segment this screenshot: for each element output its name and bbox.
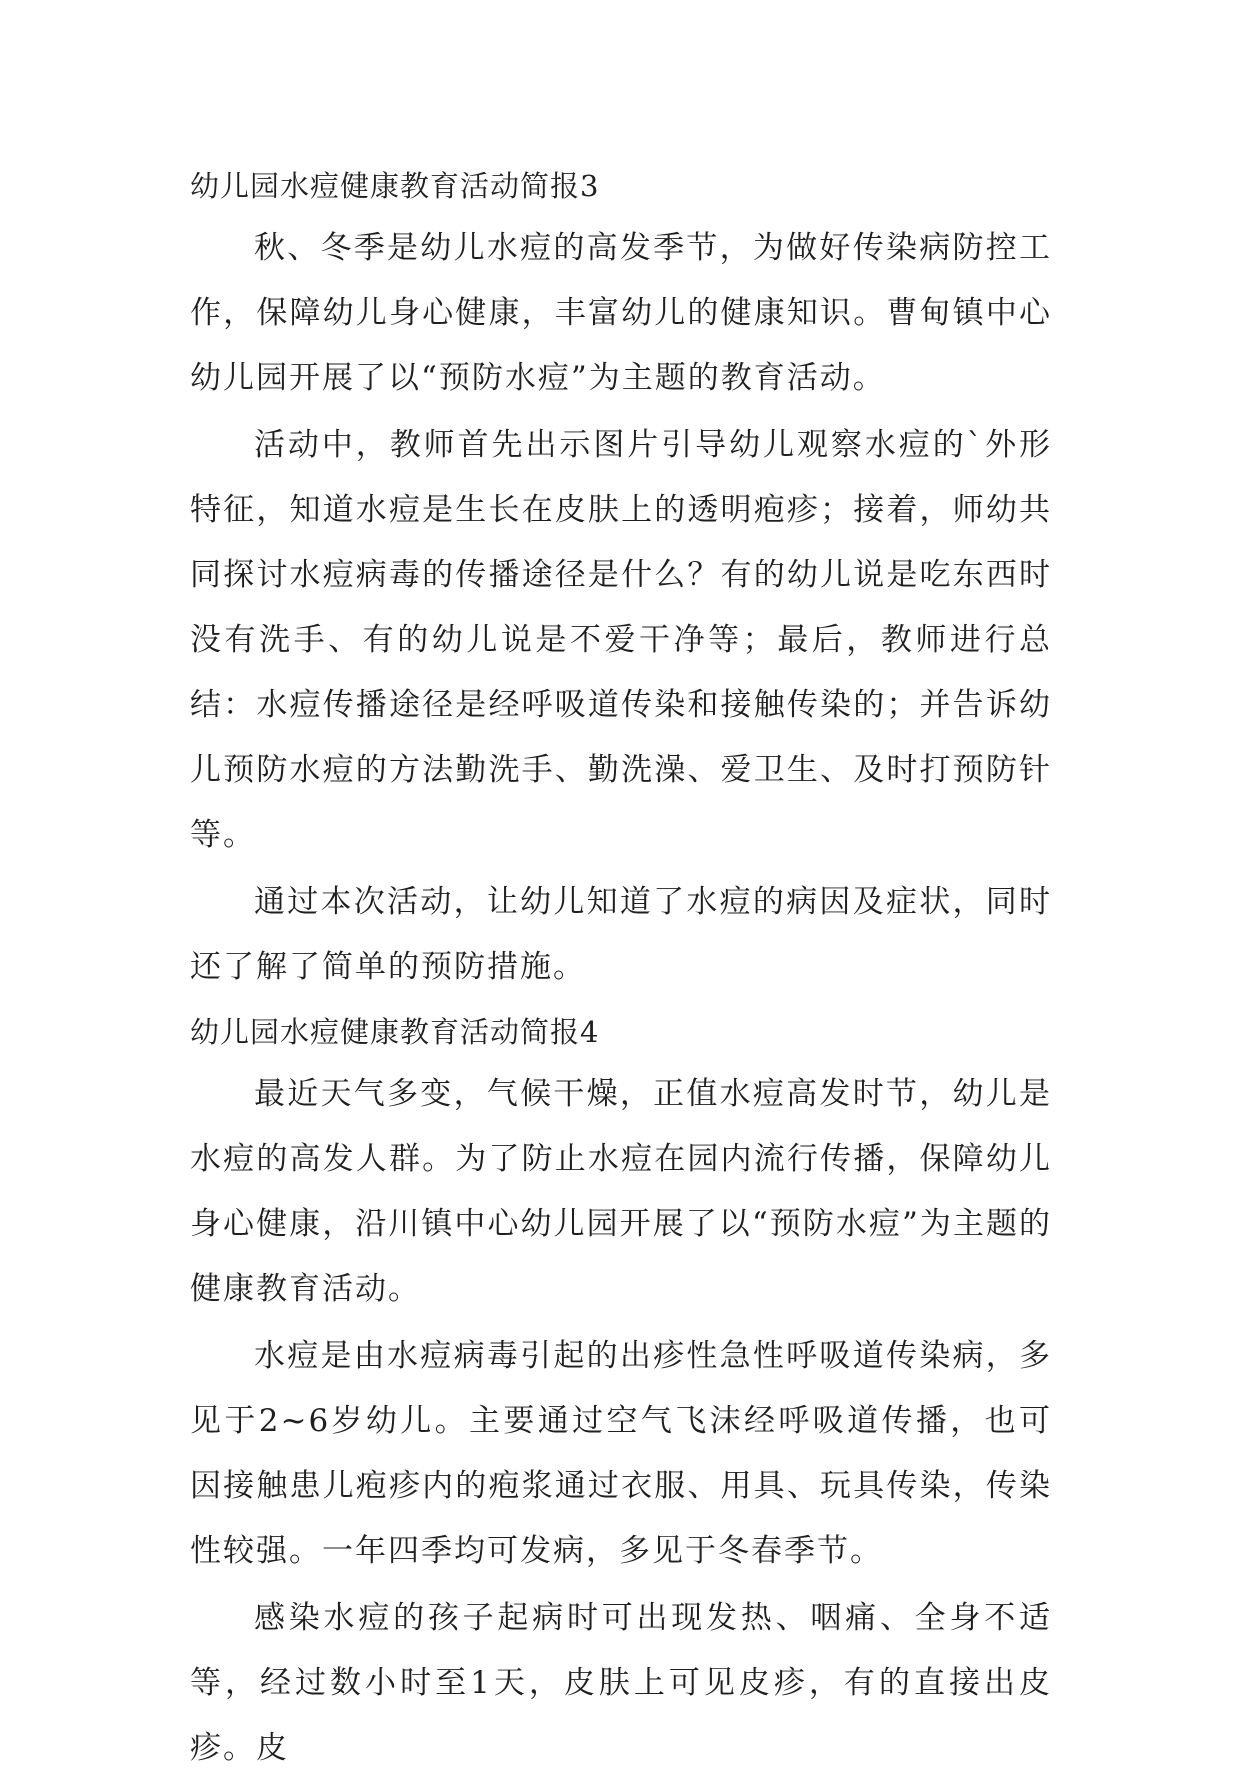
paragraph: 秋、冬季是幼儿水痘的高发季节，为做好传染病防控工作，保障幼儿身心健康，丰富幼儿的健康知识。曹甸镇中心幼儿园开展了以“预防水痘”为主题的教育活动。 xyxy=(190,230,1052,396)
paragraph: 感染水痘的孩子起病时可出现发热、咽痛、全身不适等，经过数小时至1天，皮肤上可见皮疹，有的直接出皮疹。皮 xyxy=(190,1600,1052,1766)
paragraph: 活动中，教师首先出示图片引导幼儿观察水痘的`外形特征，知道水痘是生长在皮肤上的透明疱疹；接着，师幼共同探讨水痘病毒的传播途径是什么？有的幼儿说是吃东西时没有洗手、有的幼儿说是不爱干净等；最后，教师进行总结：水痘传播途径是经呼吸道传染和接触传染的；并告诉幼儿预防水痘的方法勤洗手、勤洗澡、爱卫生、及时打预防针等。 xyxy=(190,427,1052,853)
document-page xyxy=(190,156,1052,1783)
paragraph: 最近天气多变，气候干燥，正值水痘高发时节，幼儿是水痘的高发人群。为了防止水痘在园内流行传播，保障幼儿身心健康，沿川镇中心幼儿园开展了以“预防水痘”为主题的健康教育活动。 xyxy=(190,1076,1052,1307)
section-heading: 幼儿园水痘健康教育活动简报3 xyxy=(190,169,600,203)
paragraph: 通过本次活动，让幼儿知道了水痘的病因及症状，同时还了解了简单的预防措施。 xyxy=(190,884,1052,985)
section-heading: 幼儿园水痘健康教育活动简报4 xyxy=(190,1015,600,1049)
report-section-3 xyxy=(190,156,1052,1000)
report-section-4 xyxy=(190,1002,1052,1781)
paragraph: 水痘是由水痘病毒引起的出疹性急性呼吸道传染病，多见于2~6岁幼儿。主要通过空气飞沫经呼吸道传播，也可因接触患儿疱疹内的疱浆通过衣服、用具、玩具传染，传染性较强。一年四季均可发病，多见于冬春季节。 xyxy=(190,1338,1052,1569)
